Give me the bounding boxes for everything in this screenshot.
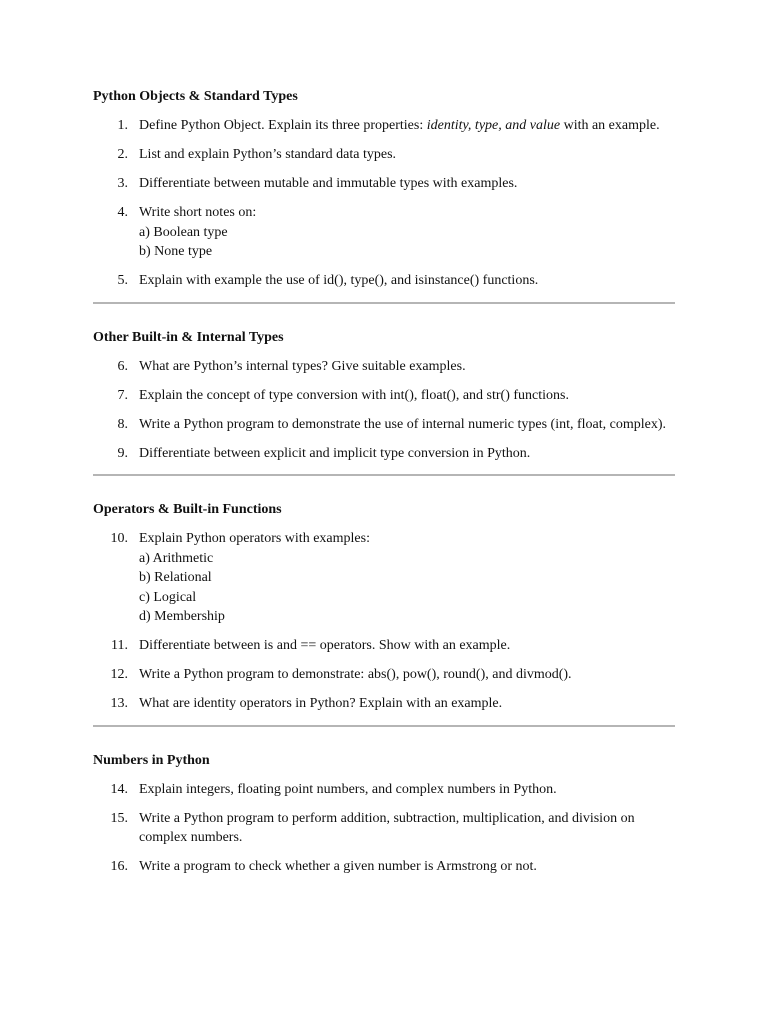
question-item <box>93 271 675 291</box>
section-internal-types <box>93 328 675 464</box>
question-text: Write a Python program to demonstrate the use of internal numeric types (int, float, complex). <box>139 416 667 432</box>
question-item <box>93 780 675 800</box>
question-item <box>93 116 675 136</box>
question-text: Explain with example the use of id(), type(), and isinstance() functions. <box>139 273 539 288</box>
question-list <box>93 780 675 877</box>
question-text: List and explain Python’s standard data types. <box>139 147 397 162</box>
section-operators <box>93 500 675 714</box>
question-list <box>93 116 675 291</box>
question-item <box>93 386 675 406</box>
question-item <box>93 809 675 848</box>
question-number: 5. <box>117 273 128 288</box>
question-text: Explain the concept of type conversion with int(), float(), and str() functions. <box>139 387 569 403</box>
question-item <box>93 665 675 685</box>
question-item <box>93 857 675 877</box>
question-item <box>93 203 675 262</box>
question-list <box>93 357 675 464</box>
question-list <box>93 529 675 714</box>
section-divider <box>93 474 675 476</box>
question-text: Differentiate between explicit and implicit type conversion in Python. <box>139 445 531 461</box>
question-item <box>93 444 675 464</box>
question-text <box>139 203 675 262</box>
question-item <box>93 694 675 714</box>
question-text-part: Define Python Object. Explain its three properties: <box>139 118 427 133</box>
question-number: 12. <box>110 667 128 682</box>
section-title: Numbers in Python <box>93 752 210 768</box>
question-subitem: b) Relational <box>139 570 212 585</box>
section-divider <box>93 725 675 727</box>
question-text: What are Python’s internal types? Give suitable examples. <box>139 358 466 374</box>
document-page <box>93 87 675 877</box>
question-number: 4. <box>117 205 128 220</box>
question-text: What are identity operators in Python? Explain with an example. <box>139 696 503 711</box>
question-text: Differentiate between mutable and immutable types with examples. <box>139 176 518 191</box>
section-numbers <box>93 751 675 877</box>
question-text: Differentiate between is and == operators. Show with an example. <box>139 638 511 653</box>
question-item <box>93 174 675 194</box>
question-text <box>139 116 675 136</box>
question-text: Write a Python program to demonstrate: abs(), pow(), round(), and divmod(). <box>139 667 572 682</box>
question-item <box>93 636 675 656</box>
question-subitem: a) Boolean type <box>139 224 228 240</box>
section-title: Python Objects & Standard Types <box>93 89 298 104</box>
question-number: 10. <box>110 531 128 546</box>
question-number: 14. <box>110 781 128 797</box>
question-item <box>93 415 675 435</box>
question-lead: Write short notes on: <box>139 205 257 220</box>
question-number: 8. <box>117 416 128 432</box>
question-number: 15. <box>110 810 128 826</box>
question-item <box>93 529 675 627</box>
question-number: 11. <box>111 638 128 653</box>
question-number: 16. <box>110 859 128 874</box>
question-subitem: c) Logical <box>139 589 197 605</box>
question-subitem: d) Membership <box>139 609 225 624</box>
question-text <box>139 529 675 627</box>
question-text: Write a program to check whether a given number is Armstrong or not. <box>139 859 537 874</box>
question-number: 7. <box>117 387 128 403</box>
question-number: 13. <box>110 696 128 711</box>
question-text: Explain integers, floating point numbers, and complex numbers in Python. <box>139 781 557 797</box>
section-python-objects <box>93 87 675 291</box>
question-number: 1. <box>117 118 128 133</box>
question-text: Write a Python program to perform addition, subtraction, multiplication, and division on complex numbers. <box>139 810 635 845</box>
section-divider <box>93 302 675 304</box>
question-emphasis: identity, type, and value <box>426 118 561 133</box>
question-item <box>93 357 675 377</box>
question-number: 2. <box>117 147 128 162</box>
question-subitem: b) None type <box>139 244 213 259</box>
question-item <box>93 145 675 165</box>
section-title: Other Built-in & Internal Types <box>93 329 284 345</box>
question-text-part: with an example. <box>560 118 660 133</box>
section-title: Operators & Built-in Functions <box>93 502 282 517</box>
question-number: 3. <box>117 176 128 191</box>
question-subitem: a) Arithmetic <box>139 550 214 566</box>
question-lead: Explain Python operators with examples: <box>139 531 370 546</box>
question-number: 6. <box>117 358 128 374</box>
question-number: 9. <box>117 445 128 461</box>
